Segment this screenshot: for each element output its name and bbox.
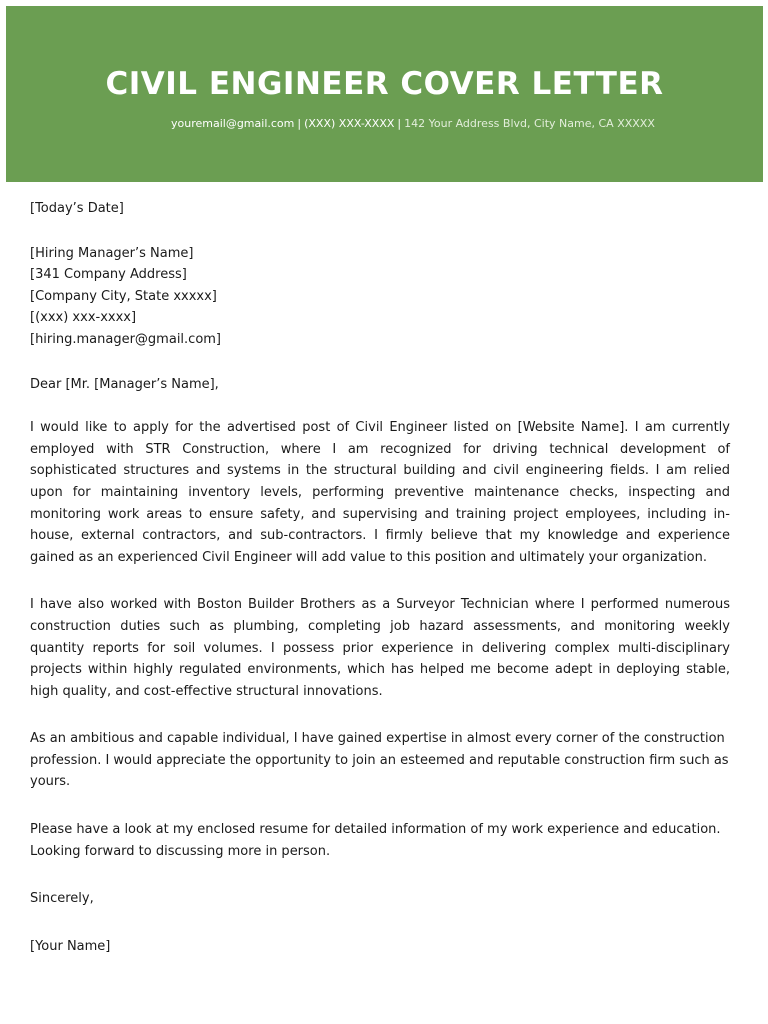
recipient-email: [hiring.manager@gmail.com] [30, 331, 222, 347]
closing: Sincerely, [30, 891, 94, 907]
contact-phone: (XXX) XXX-XXXX [304, 117, 395, 130]
recipient-phone: [(xxx) xxx-xxxx] [30, 310, 137, 326]
recipient-name: [Hiring Manager’s Name] [30, 245, 194, 261]
recipient-address: [341 Company Address] [30, 267, 187, 283]
letter-body [30, 198, 730, 957]
paragraph-2: I have also worked with Boston Builder Brothers as a Surveyor Technician where I performed numerous construction duties such as plumbing, completing job hazard assessments, and monitoring weekly quantity reports for soil volumes. I possess prior experience in delivering complex multi-disciplinary projects within highly regulated environments, which has helped me become adept in deploying stable, high quality, and cost-effective structural innovations. [30, 597, 730, 699]
signature: [Your Name] [30, 938, 111, 954]
contact-address: 142 Your Address Blvd, City Name, CA XXXXX [404, 117, 655, 130]
recipient-city-state: [Company City, State xxxxx] [30, 288, 217, 304]
paragraph-3: As an ambitious and capable individual, I have gained expertise in almost every corner of the construction profession. I would appreciate the opportunity to join an esteemed and reputable construction firm such as yours. [30, 731, 729, 790]
contact-separator: | [297, 117, 302, 130]
header-banner [6, 6, 763, 182]
letter-date: [Today’s Date] [30, 201, 124, 216]
paragraph-1: I would like to apply for the advertised post of Civil Engineer listed on [Website Name]. I am currently employed with STR Construction, where I am recognized for driving technical development of sophisticated structures and systems in the structural building and civil engineering fields. I am relied upon for maintaining inventory levels, performing preventive maintenance checks, inspecting and monitoring work areas to ensure safety, and supervising and training project employees, including in-house, external contractors, and sub-contractors. I firmly believe that my knowledge and experience gained as an experienced Civil Engineer will add value to this position and ultimately your organization. [30, 420, 730, 565]
salutation: Dear [Mr. [Manager’s Name], [30, 376, 219, 392]
contact-line [171, 117, 655, 130]
page-title: CIVIL ENGINEER COVER LETTER [105, 66, 664, 102]
contact-email: youremail@gmail.com [171, 117, 295, 130]
contact-separator: | [397, 117, 402, 130]
paragraph-4: Please have a look at my enclosed resume for detailed information of my work experience and education. Looking forward to discussing more in person. [30, 822, 721, 859]
